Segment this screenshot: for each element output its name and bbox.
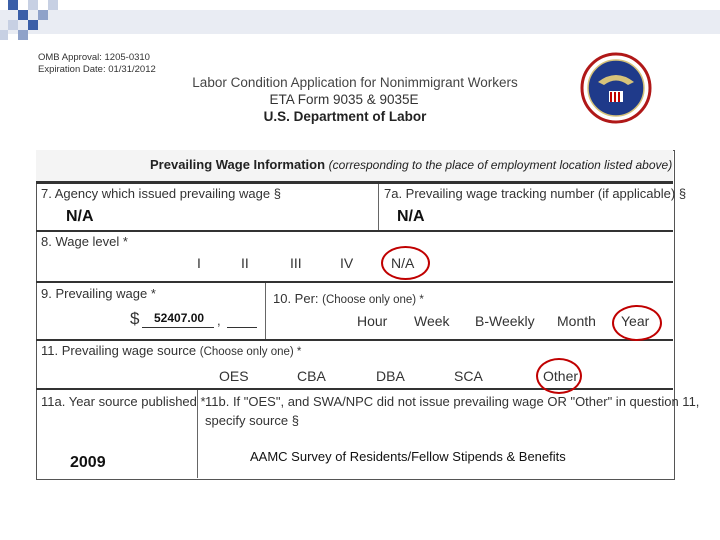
q7a-label: 7a. Prevailing wage tracking number (if applicable) §	[384, 186, 687, 201]
selected-circle	[381, 246, 430, 280]
specified-source-value[interactable]: AAMC Survey of Residents/Fellow Stipends & Benefits	[250, 449, 566, 464]
section-title-bold: Prevailing Wage Information	[150, 157, 326, 172]
omb-approval: OMB Approval: 1205-0310	[38, 52, 150, 63]
wage-level-option-iv[interactable]: IV	[340, 255, 354, 271]
selected-circle	[536, 358, 582, 394]
q11b-label: 11b. If "OES", and SWA/NPC did not issue prevailing wage OR "Other" in question 11,	[205, 394, 700, 409]
dol-seal-icon	[580, 52, 652, 124]
wage-level-option-na[interactable]: N/A	[391, 255, 415, 271]
per-option-month[interactable]: Month	[557, 313, 596, 329]
department-name: U.S. Department of Labor	[263, 109, 427, 124]
section-title-note: (corresponding to the place of employment location listed above)	[328, 158, 673, 172]
form-title: Labor Condition Application for Nonimmigrant Workers	[192, 75, 518, 90]
header-decoration	[0, 0, 720, 50]
q10-label-text: 10. Per:	[273, 291, 319, 306]
q11-note: (Choose only one) *	[199, 346, 302, 358]
wage-level-option-i[interactable]: I	[197, 255, 201, 271]
dollar-sign: $	[130, 309, 140, 328]
q11b-label-line2: specify source §	[205, 413, 299, 428]
year-published-value[interactable]: 2009	[70, 454, 106, 471]
row-divider	[36, 281, 673, 283]
source-option-dba[interactable]: DBA	[376, 368, 405, 384]
q10-label	[273, 291, 424, 306]
column-divider	[265, 283, 266, 339]
selected-circle	[612, 305, 662, 341]
wage-level-option-iii[interactable]: III	[290, 255, 302, 271]
section-title	[150, 157, 672, 172]
omb-info	[38, 52, 156, 76]
per-option-biweekly[interactable]: B-Weekly	[475, 313, 535, 329]
form-header	[0, 74, 660, 125]
source-option-cba[interactable]: CBA	[297, 368, 326, 384]
per-option-week[interactable]: Week	[414, 313, 450, 329]
q7-label: 7. Agency which issued prevailing wage §	[41, 186, 281, 201]
wage-comma: ,	[217, 313, 221, 328]
prevailing-wage-value[interactable]: 52407.00	[154, 311, 205, 325]
column-divider	[378, 184, 379, 230]
source-option-oes[interactable]: OES	[219, 368, 249, 384]
cents-underline	[227, 327, 257, 328]
q10-note: (Choose only one) *	[322, 294, 424, 306]
per-option-year[interactable]: Year	[621, 313, 650, 329]
row-divider	[36, 339, 673, 341]
q11-label	[41, 343, 301, 358]
q8-label: 8. Wage level *	[41, 234, 128, 249]
q7a-value[interactable]: N/A	[397, 208, 425, 225]
q11-label-text: 11. Prevailing wage source	[41, 343, 197, 358]
q11a-label: 11a. Year source published *	[41, 394, 206, 409]
wage-level-option-ii[interactable]: II	[241, 255, 249, 271]
q9-label: 9. Prevailing wage *	[41, 286, 156, 301]
wage-underline	[142, 327, 214, 328]
form-number: ETA Form 9035 & 9035E	[269, 92, 419, 107]
row-divider	[36, 230, 673, 232]
source-option-sca[interactable]: SCA	[454, 368, 483, 384]
row-divider	[36, 388, 673, 390]
omb-expiration: Expiration Date: 01/31/2012	[38, 64, 156, 75]
q7-value[interactable]: N/A	[66, 208, 94, 225]
source-option-other[interactable]: Other	[543, 368, 579, 384]
per-option-hour[interactable]: Hour	[357, 313, 388, 329]
